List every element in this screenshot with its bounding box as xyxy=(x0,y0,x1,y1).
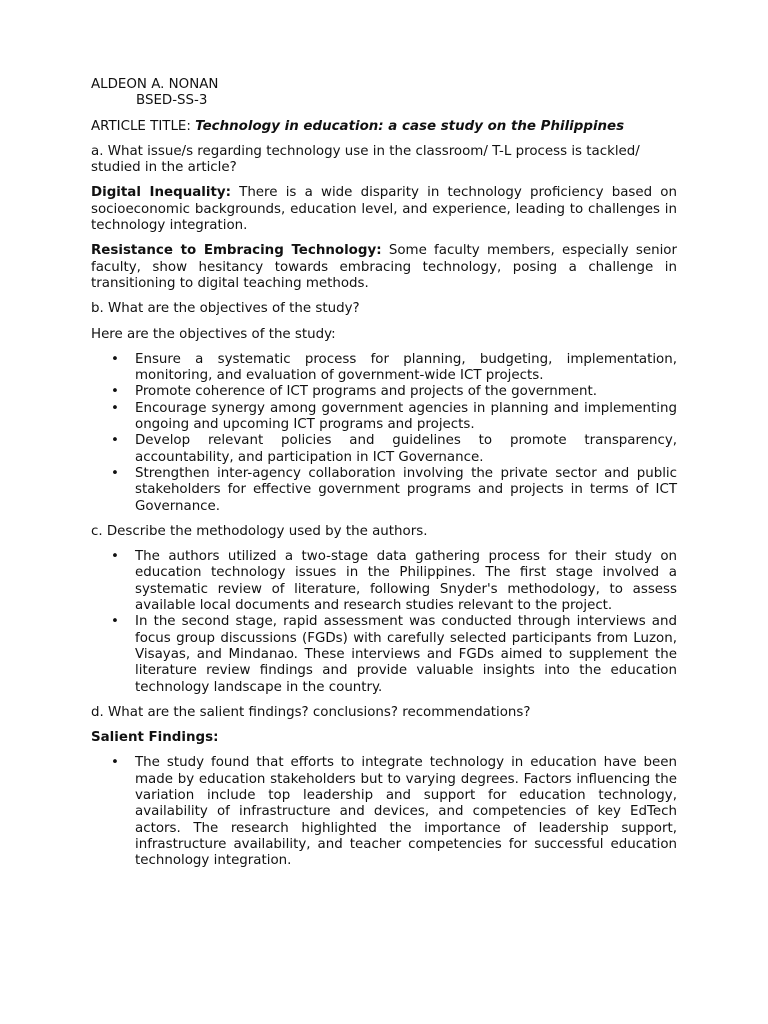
list-item xyxy=(111,614,677,695)
bullet-icon: • xyxy=(111,433,119,449)
question-b: b. What are the objectives of the study? xyxy=(91,301,360,317)
method-text: In the second stage, rapid assessment was conducted through interviews and focus group discussions (FGDs) with carefully selected participants from Luzon, Visayas, and Mindanao. These interviews and FGDs aimed to supplement the literature review findings and provide valuable insights into the education technology landscape in the country. xyxy=(135,614,677,695)
list-item xyxy=(111,433,677,466)
bullet-icon: • xyxy=(111,465,119,481)
issue-text: Some faculty members, especially senior faculty, show hesitancy towards embracing technology, posing a challenge in transitioning to digital teaching methods. xyxy=(91,243,677,291)
finding-text: The study found that efforts to integrate technology in education have been made by education stakeholders but to varying degrees. Factors influencing the variation include top leadership and support for education technology, availability of infrastructure and devices, and competencies of key EdTech actors. The research highlighted the importance of leadership support, infrastructure availability, and teacher competencies for successful education technology integration. xyxy=(135,755,677,869)
list-item xyxy=(111,755,677,869)
issue-label: Resistance to Embracing Technology: xyxy=(91,243,382,259)
program-code: BSED-SS-3 xyxy=(136,93,208,109)
bullet-icon: • xyxy=(111,400,119,416)
question-c: c. Describe the methodology used by the authors. xyxy=(91,523,428,539)
article-title-line xyxy=(91,119,677,135)
method-text: The authors utilized a two-stage data gathering process for their study on education technology issues in the Philippines. The first stage involved a systematic review of literature, following Snyder's methodology, to assess available local documents and research studies relevant to the project. xyxy=(135,549,677,614)
bullet-icon: • xyxy=(111,351,119,367)
issue-paragraph xyxy=(91,243,677,292)
issue-text: There is a wide disparity in technology proficiency based on socioeconomic backgrounds, education level, and experience, leading to challenges in technology integration. xyxy=(91,185,677,234)
list-item xyxy=(111,465,677,515)
objectives-list xyxy=(91,352,677,515)
objective-text: Ensure a systematic process for planning, budgeting, implementation, monitoring, and evaluation of government-wide ICT projects. xyxy=(135,351,677,384)
methodology-list xyxy=(91,549,677,696)
objective-text: Promote coherence of ICT programs and projects of the government. xyxy=(135,384,598,400)
author-name: ALDEON A. NONAN xyxy=(91,77,219,92)
issue-label: Digital Inequality: xyxy=(91,185,231,201)
bullet-icon: • xyxy=(111,384,119,400)
objective-text: Develop relevant policies and guidelines to promote transparency, accountability, and participation in ICT Governance. xyxy=(135,433,677,465)
list-item xyxy=(111,400,677,434)
objective-text: Encourage synergy among government agencies in planning and implementing ongoing and upcoming ICT programs and projects. xyxy=(135,400,677,433)
article-title-label: ARTICLE TITLE: xyxy=(91,118,191,134)
objective-text: Strengthen inter-agency collaboration involving the private sector and public stakeholders for effective government programs and projects in terms of ICT Governance. xyxy=(135,465,677,514)
bullet-icon: • xyxy=(111,755,119,771)
bullet-icon: • xyxy=(111,614,119,630)
bullet-icon: • xyxy=(111,549,119,565)
document-page xyxy=(91,77,677,869)
article-title: Technology in education: a case study on the Philippines xyxy=(195,118,625,134)
question-d: d. What are the salient findings? conclusions? recommendations? xyxy=(91,704,531,720)
list-item xyxy=(111,384,677,400)
findings-list xyxy=(91,755,677,869)
question-a: a. What issue/s regarding technology use in the classroom/ T-L process is tackled/ studied in the article? xyxy=(91,143,640,176)
list-item xyxy=(111,549,677,614)
issue-paragraph xyxy=(91,185,677,234)
list-item xyxy=(111,351,677,385)
findings-heading: Salient Findings: xyxy=(91,730,219,746)
objectives-intro: Here are the objectives of the study: xyxy=(91,326,336,342)
